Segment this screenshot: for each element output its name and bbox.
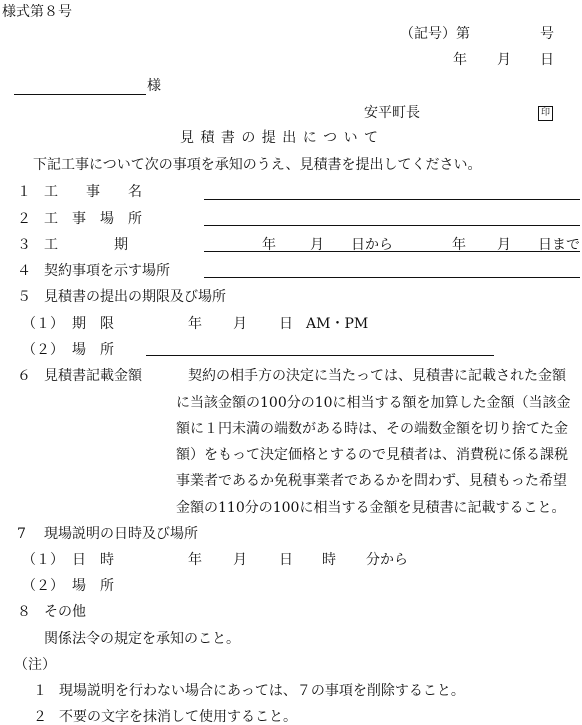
item5-sub1-year: 年 [188, 316, 202, 332]
date-year: 年 [453, 52, 467, 68]
item2-number: ２ [17, 211, 31, 227]
note-2-text: 不要の文字を抹消して使用すること。 [59, 709, 297, 725]
item1-label: 工 事 名 [44, 184, 142, 200]
item7-sub1-month: 月 [233, 552, 247, 568]
item3-to-year: 年 [452, 237, 466, 253]
notes-heading: （注） [14, 657, 56, 673]
item3-from-year: 年 [262, 237, 276, 253]
item6-line-4: 額）をもって決定価格とするので見積者は、消費税に係る課税 [176, 447, 568, 463]
addressee-line[interactable] [14, 94, 146, 95]
item3-input-line[interactable] [204, 251, 580, 252]
item6-line-3: 額に１円未満の端数がある時は、その端数金額を切り捨てた金 [176, 421, 568, 437]
date-day: 日 [540, 52, 554, 68]
item3-label: 工 期 [44, 237, 128, 253]
seal-icon: 印 [538, 106, 553, 121]
note-1-text: 現場説明を行わない場合にあっては、７の事項を削除すること。 [59, 683, 465, 699]
intro-text: 下記工事について次の事項を承知のうえ、見積書を提出してください。 [33, 157, 482, 173]
date-month: 月 [497, 52, 511, 68]
item6-line-2: に当該金額の100分の10に相当する額を加算した金額（当該金 [176, 395, 571, 411]
issuer-title: 安平町長 [364, 105, 420, 121]
item7-sub1-minute: 分から [366, 552, 408, 568]
item5-label: 見積書の提出の期限及び場所 [44, 289, 226, 305]
item5-number: ５ [17, 289, 31, 305]
item3-to-month: 月 [497, 237, 511, 253]
item7-sub1-label: 日 時 [72, 552, 114, 568]
item6-line-5: 事業者であるか免税事業者であるかを問わず、見積もった希望 [176, 473, 567, 489]
item8-label: その他 [44, 604, 86, 620]
addressee-honorific: 様 [147, 78, 161, 94]
item8-text: 関係法令の規定を承知のこと。 [44, 631, 240, 647]
item7-number: 7 [17, 526, 26, 542]
item5-sub1-label: 期 限 [72, 316, 114, 332]
item7-sub2-label: 場 所 [72, 578, 114, 594]
item3-to-day: 日まで [538, 237, 580, 253]
item7-sub1-year: 年 [188, 552, 202, 568]
document-title: 見 積 書 の 提 出 に つ い て [180, 130, 380, 146]
item4-input-line[interactable] [204, 277, 580, 278]
note-1-number: １ [33, 683, 47, 699]
note-2-number: ２ [33, 709, 47, 725]
record-number-prefix: （記号）第 [400, 26, 470, 42]
record-number-suffix: 号 [540, 26, 554, 42]
item8-number: ８ [17, 604, 31, 620]
item7-sub1-number: （１） [22, 552, 64, 568]
item4-number: ４ [17, 263, 31, 279]
item6-line-6: 金額の110分の100に相当する金額を見積書に記載すること。 [176, 500, 566, 516]
item3-from-month: 月 [310, 237, 324, 253]
item5-sub2-number: （２） [22, 342, 64, 358]
item4-label: 契約事項を示す場所 [44, 263, 170, 279]
item5-sub1-day: 日 [279, 316, 293, 332]
item1-input-line[interactable] [204, 199, 580, 200]
form-number: 様式第８号 [2, 4, 72, 20]
item7-sub1-hour: 時 [322, 552, 336, 568]
item7-sub2-number: （２） [22, 578, 64, 594]
item5-sub2-label: 場 所 [72, 342, 114, 358]
item6-label: 見積書記載金額 [44, 368, 142, 384]
item2-input-line[interactable] [204, 225, 580, 226]
item3-number: ３ [17, 237, 31, 253]
item5-sub2-input-line[interactable] [146, 355, 494, 356]
item5-sub1-ampm[interactable]: AM・PM [306, 316, 369, 332]
item7-sub1-day: 日 [279, 552, 293, 568]
item5-sub1-month: 月 [233, 316, 247, 332]
item7-label: 現場説明の日時及び場所 [44, 526, 198, 542]
item6-number: ６ [17, 368, 31, 384]
item6-line-1: 契約の相手方の決定に当たっては、見積書に記載された金額 [188, 368, 566, 384]
item1-number: １ [17, 184, 31, 200]
item5-sub1-number: （１） [22, 316, 64, 332]
item2-label: 工 事 場 所 [44, 211, 142, 227]
item3-from-day: 日から [351, 237, 393, 253]
